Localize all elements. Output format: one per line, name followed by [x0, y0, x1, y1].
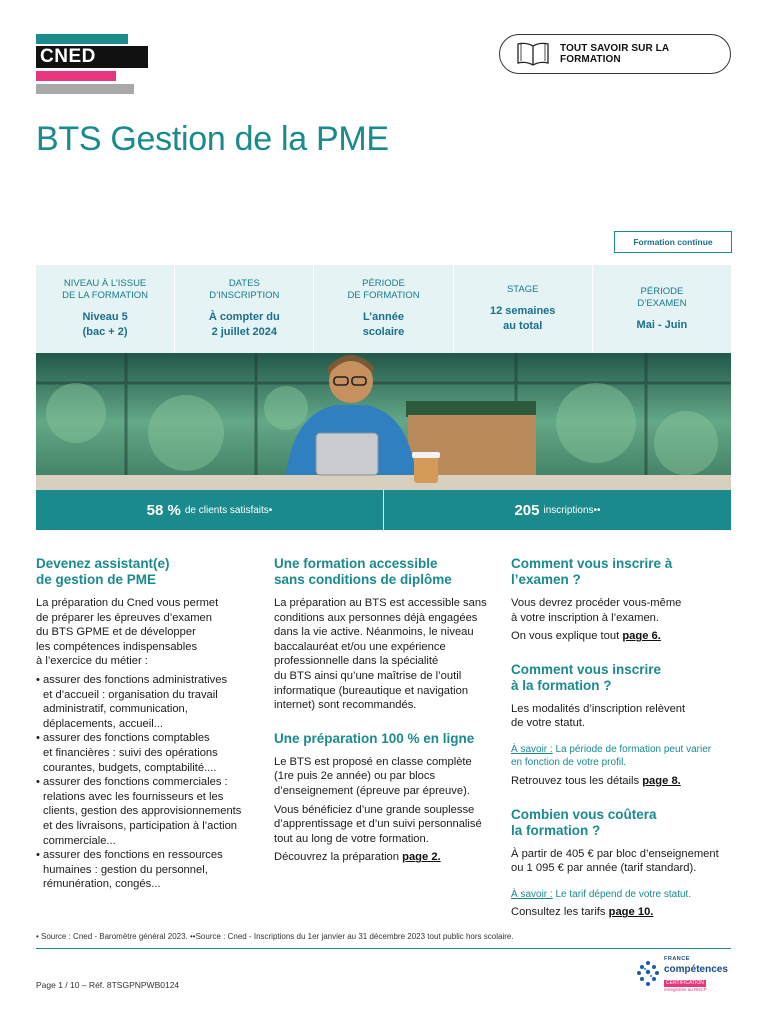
certif-line4: enregistrée au RNCP	[664, 987, 707, 992]
section-heading: Comment vous inscrire à l’examen ?	[511, 556, 673, 587]
section-paragraph: À partir de 405 € par bloc d’enseignement ou 1 095 € par année (tarif standard).	[511, 847, 719, 875]
info-label: NIVEAU À L’ISSUE DE LA FORMATION	[62, 278, 149, 301]
logo-bar-teal	[36, 34, 128, 44]
link-lead: Découvrez la préparation	[274, 851, 403, 864]
info-cell-stage	[454, 265, 593, 353]
info-cell-periode-formation	[314, 265, 453, 353]
info-value: Niveau 5 (bac + 2)	[82, 311, 128, 338]
section-paragraph: Le BTS est proposé en classe complète (1re puis 2e année) ou par blocs d’enseignement (épreuve par épreuve).	[274, 755, 472, 797]
list-item: • assurer des fonctions administratives et d’accueil : organisation du travail administratif, communication, déplacements, accueil...	[36, 673, 258, 731]
info-label: PÉRIODE DE FORMATION	[347, 278, 420, 301]
section-paragraph: La préparation au BTS est accessible sans conditions aux personnes déjà engagées dans la vie active. Néanmoins, le niveau baccalauréat et/ou une expérience professionnelle dans la spécialité du BTS ainsi qu’une maîtrise de l’outil informatique (bureautique et navigation internet) sont recommandés.	[274, 597, 487, 712]
section-intro: La préparation du Cned vous permet de préparer les épreuves d’examen du BTS GPME et de développer les compétences indispensables à l’exercice du métier :	[36, 597, 219, 668]
competences-list	[36, 673, 258, 892]
info-value: Mai - Juin	[636, 318, 688, 331]
certif-text	[664, 955, 728, 993]
info-value: L’année scolaire	[362, 311, 405, 338]
list-item: • assurer des fonctions en ressources humaines : gestion du personnel, rémunération, congés...	[36, 848, 258, 892]
footer-divider	[36, 948, 731, 949]
stats-bar	[36, 490, 731, 530]
info-label: STAGE	[506, 284, 539, 295]
list-item: • assurer des fonctions comptables et financières : suivi des opérations courantes, budgets, comptabilité....	[36, 731, 258, 775]
page-2-link[interactable]: page 2.	[402, 851, 441, 864]
section-paragraph	[511, 774, 733, 789]
certif-line2: compétences	[664, 964, 728, 975]
hero-illustration	[36, 353, 731, 490]
stat-text: inscriptions••	[543, 504, 601, 516]
section-paragraph	[511, 905, 733, 920]
info-label: PÉRIODE D’EXAMEN	[637, 285, 687, 309]
page-8-link[interactable]: page 8.	[642, 774, 681, 787]
info-cell-niveau	[36, 265, 175, 353]
column-formation	[274, 556, 496, 869]
sources-footnote: • Source : Cned - Baromètre général 2023. ••Source : Cned - Inscriptions du 1er janvier au 31 décembre 2023 tout public hors scolaire.	[36, 932, 514, 941]
info-label: DATES D’INSCRIPTION	[209, 278, 280, 301]
page-reference: Page 1 / 10 – Réf. 8TSGPNPWB0124	[36, 980, 180, 990]
stat-number: 58 %	[146, 501, 181, 519]
cned-logo	[36, 34, 148, 94]
link-lead: On vous explique tout	[511, 630, 623, 643]
logo-wordmark: CNED	[36, 46, 148, 68]
list-item: • assurer des fonctions commerciales : relations avec les fournisseurs et les clients, gestion des approvisionnements et des livraisons, participation à l’action commerciale...	[36, 775, 258, 848]
info-cell-periode-examen	[593, 265, 731, 353]
section-heading: Combien vous coûtera la formation ?	[511, 806, 657, 838]
tout-savoir-label: TOUT SAVOIR SUR LA FORMATION	[560, 43, 669, 65]
section-paragraph: Vous devrez procéder vous-même à votre inscription à l’examen.	[511, 597, 682, 624]
stat-satisfaction	[36, 490, 384, 530]
info-value: 12 semaines au total	[489, 305, 556, 332]
france-competences-logo	[636, 956, 732, 992]
note-text: Le tarif dépend de votre statut.	[552, 888, 692, 900]
page-10-link[interactable]: page 10.	[608, 906, 654, 919]
certif-line3: CERTIFICATION	[666, 980, 704, 986]
open-book-icon	[516, 41, 550, 67]
stat-inscriptions	[384, 490, 731, 530]
page-title: BTS Gestion de la PME	[36, 120, 389, 158]
france-competences-dots-icon	[636, 960, 660, 988]
link-lead: Retrouvez tous les détails	[511, 774, 643, 787]
section-paragraph: Les modalités d’inscription relèvent de votre statut.	[511, 702, 686, 730]
section-paragraph: Vous bénéficiez d’une grande souplesse d’apprentissage et d’un suivi personnalisé tout au long de votre formation.	[274, 803, 482, 845]
column-inscription	[511, 556, 733, 924]
section-heading: Une formation accessible sans conditions de diplôme	[274, 556, 452, 587]
note-label: À savoir :	[511, 888, 553, 900]
column-devenez	[36, 556, 258, 892]
note-text: La période de formation peut varier en fonction de votre profil.	[511, 743, 712, 769]
a-savoir-note	[511, 743, 733, 770]
link-lead: Consultez les tarifs	[511, 906, 609, 919]
tout-savoir-button[interactable]	[499, 34, 731, 74]
hero-photo	[36, 353, 731, 490]
a-savoir-note	[511, 888, 733, 902]
certif-line1: FRANCE	[664, 956, 690, 962]
info-value: À compter du 2 juillet 2024	[208, 311, 280, 338]
stat-text: de clients satisfaits•	[184, 504, 273, 516]
info-band	[36, 265, 731, 353]
section-heading: Comment vous inscrire à la formation ?	[511, 661, 662, 693]
stat-number: 205	[514, 501, 540, 519]
section-paragraph	[274, 850, 496, 865]
logo-bar-pink	[36, 71, 116, 81]
logo-bar-grey	[36, 84, 134, 94]
note-label: À savoir :	[511, 743, 553, 755]
page-6-link[interactable]: page 6.	[622, 630, 661, 643]
section-paragraph	[511, 629, 733, 644]
formation-badge: Formation continue	[614, 231, 732, 253]
section-heading: Devenez assistant(e) de gestion de PME	[36, 556, 170, 587]
section-heading: Une préparation 100 % en ligne	[274, 730, 475, 746]
info-cell-dates	[175, 265, 314, 353]
